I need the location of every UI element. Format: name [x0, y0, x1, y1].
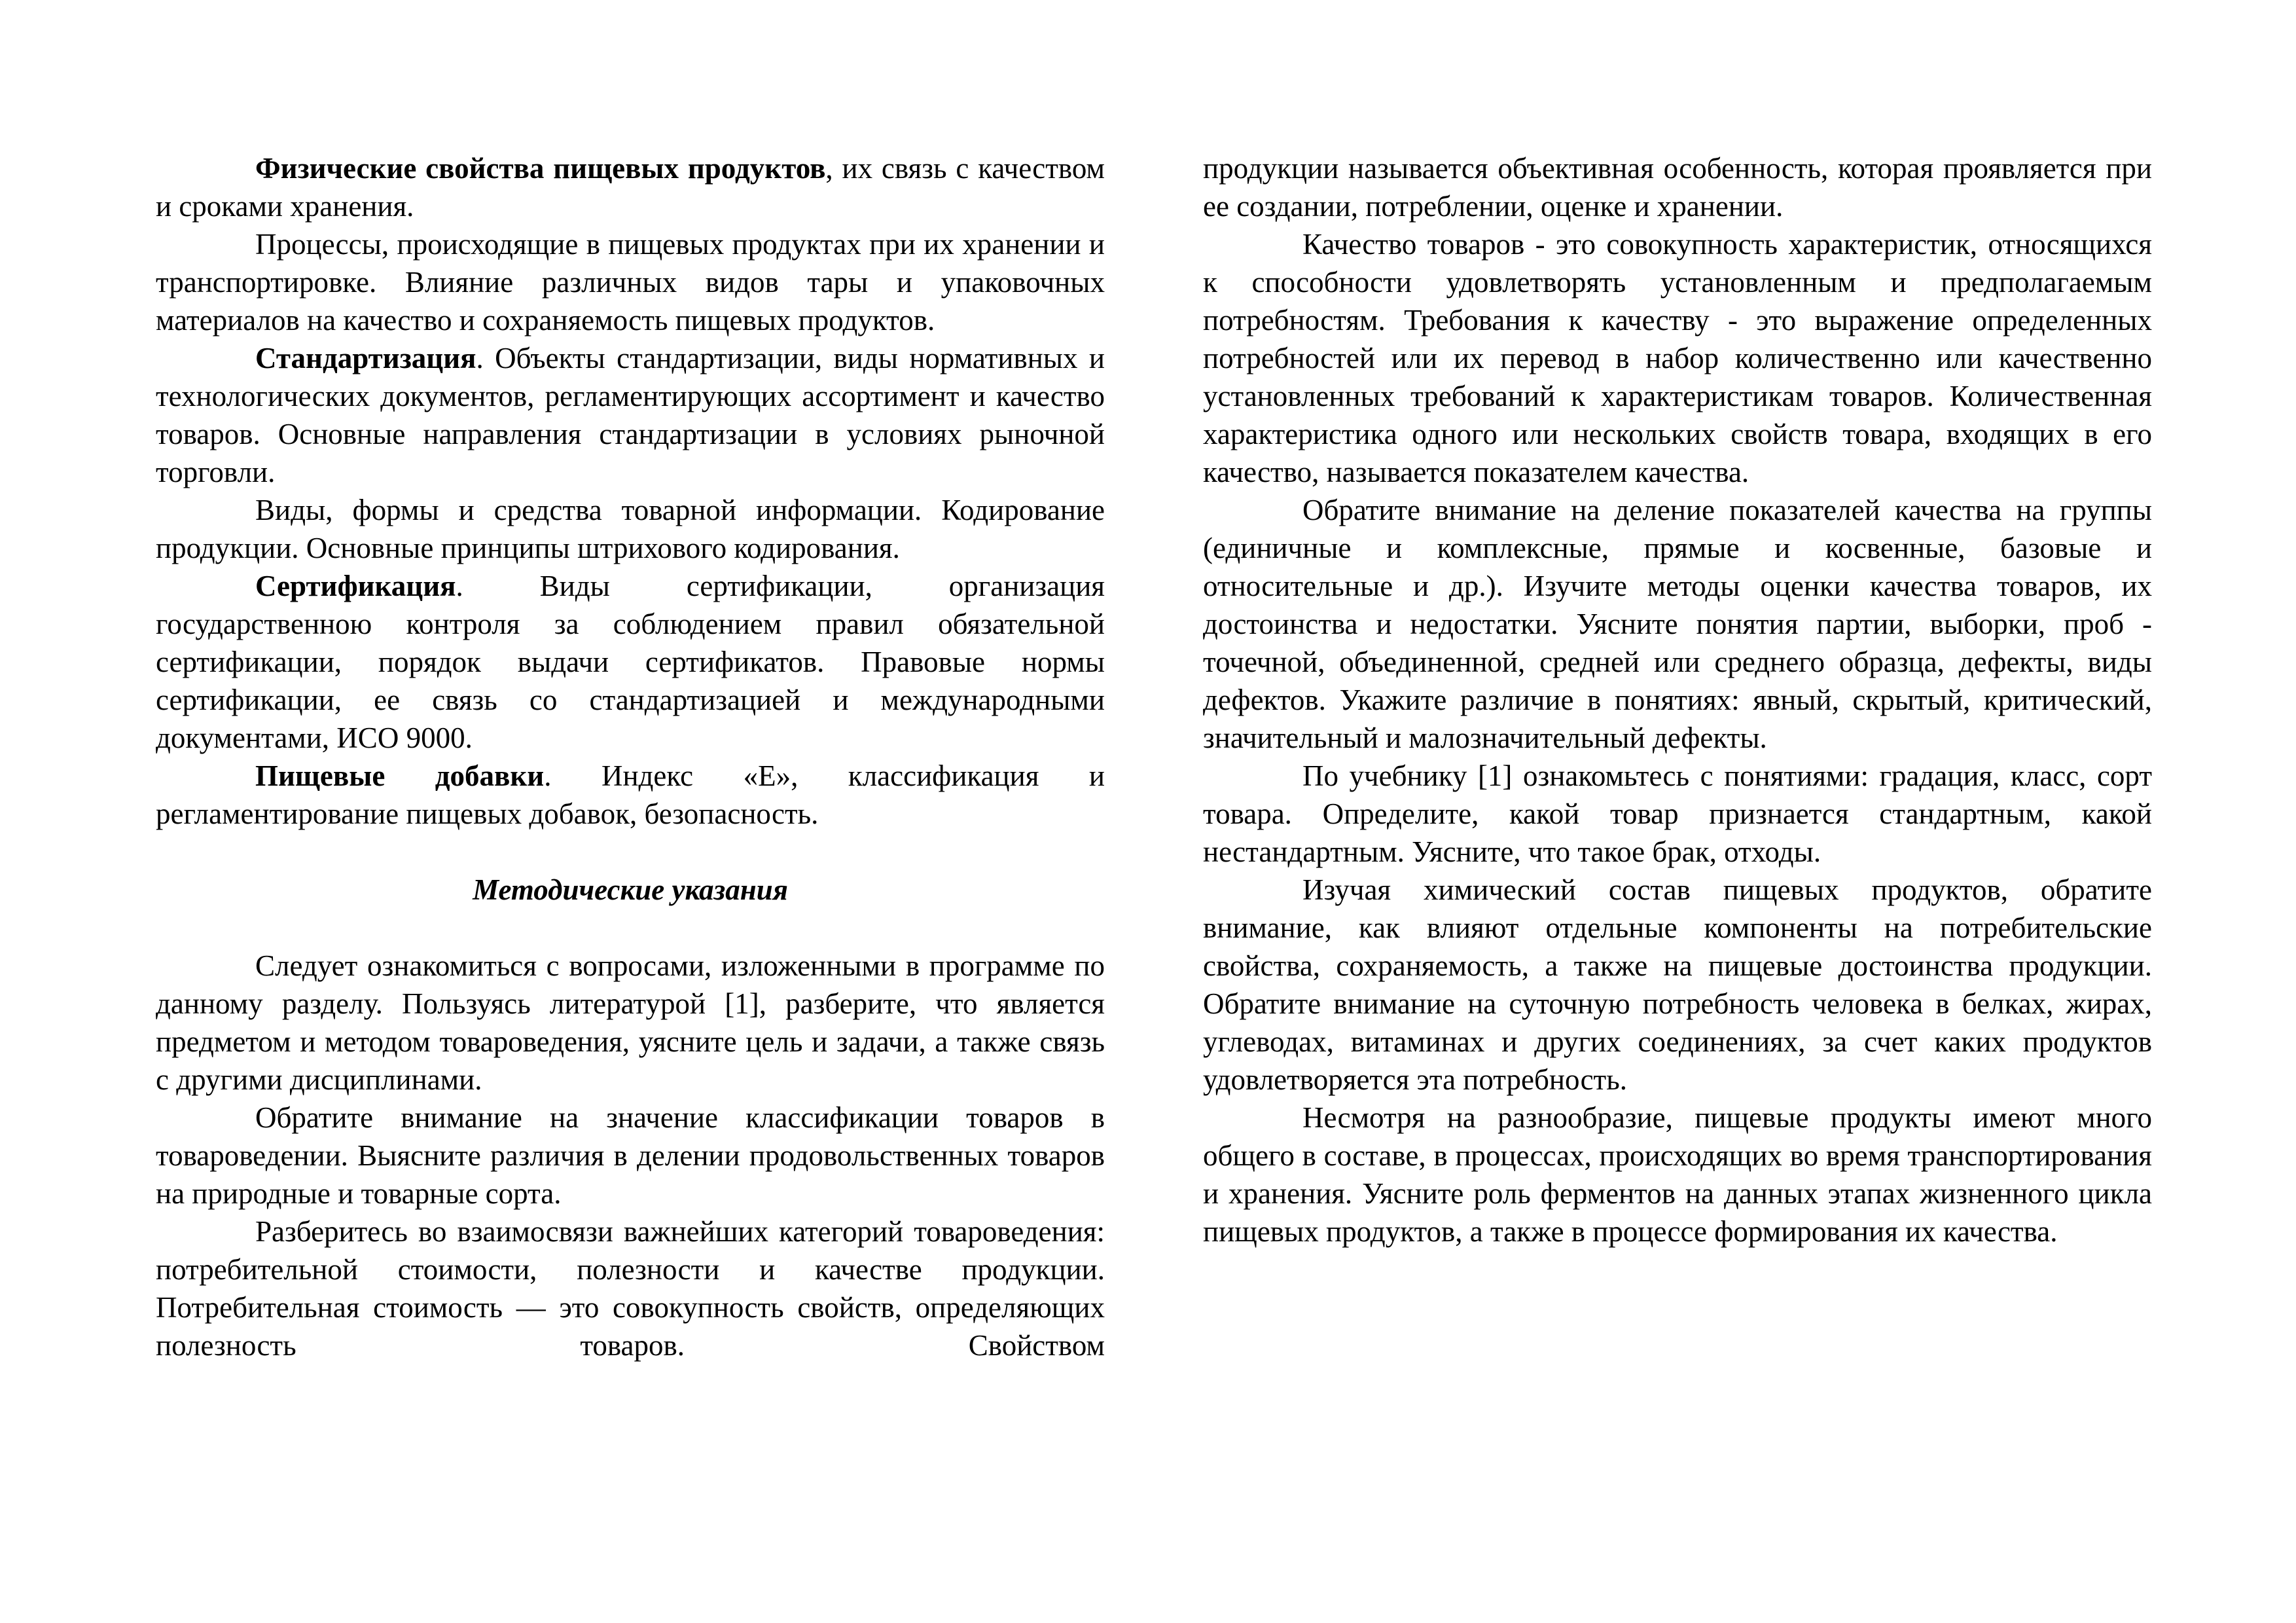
paragraph-product-information [156, 491, 1105, 567]
paragraph-certification [156, 567, 1105, 757]
paragraph-enzymes [1203, 1099, 2152, 1250]
paragraph-categories [156, 1213, 1105, 1364]
section-heading-methodical-guidelines: Методические указания [473, 873, 788, 906]
paragraph-text: По учебнику [1] ознакомьтесь с понятиями: градация, класс, сорт товара. Определите, какой товар признается стандартным, какой нестандартным. Уясните, что такое брак, отходы. [1203, 759, 2152, 868]
paragraph-classification [156, 1099, 1105, 1213]
paragraph-text: . Объекты стандартизации, виды нормативных и технологических документов, регламентирующих ассортимент и качество товаров. Основные направления стандартизации в условиях рыночной торговли. [156, 342, 1105, 488]
left-column [156, 149, 1105, 1364]
paragraph-text: Изучая химический состав пищевых продуктов, обратите внимание, как влияют отдельные компоненты на потребительские свойства, сохраняемость, а также на пищевые достоинства продукции. Обратите внимание на суточную потребность человека в белках, жирах, углеводах, витаминах и других соединениях, за счет каких продуктов удовлетворяется эта потребность. [1203, 873, 2152, 1096]
heading-standardization: Стандартизация [255, 342, 476, 374]
paragraph-text: Разберитесь во взаимосвязи важнейших категорий товароведения: потребительной стоимости, полезности и качестве продукции. Потребительная стоимость — это совокупность свойств, определяющих полезность товаров. Свойством [156, 1215, 1105, 1362]
paragraph-text: Процессы, происходящие в пищевых продуктах при их хранении и транспортировке. Влияние различных видов тары и упаковочных материалов на качество и сохраняемость пищевых продуктов. [156, 228, 1105, 337]
paragraph-text: . Индекс «Е», классификация и регламентирование пищевых добавок, безопасность. [156, 759, 1105, 830]
right-column [1203, 149, 2152, 1250]
paragraph-text: Виды, формы и средства товарной информации. Кодирование продукции. Основные принципы штрихового кодирования. [156, 494, 1105, 564]
paragraph-text: Следует ознакомиться с вопросами, изложенными в программе по данному разделу. Пользуясь литературой [1], разберите, что является предметом и методом товароведения, уясните цель и задачи, а также связь с другими дисциплинами. [156, 949, 1105, 1096]
paragraph-chemical-composition [1203, 871, 2152, 1099]
paragraph-text: Качество товаров - это совокупность характеристик, относящихся к способности удовлетворять установленным и предполагаемым потребностям. Требования к качеству - это выражение определенных потребностей или их перевод в набор количественно или качественно установленных требований к характеристикам товаров. Количественная характеристика одного или нескольких свойств товара, входящих в его качество, называется показателем качества. [1203, 228, 2152, 488]
paragraph-continuation [1203, 149, 2152, 225]
paragraph-storage-processes [156, 225, 1105, 339]
paragraph-text: Несмотря на разнообразие, пищевые продукты имеют много общего в составе, в процессах, происходящих во время транспортирования и хранения. Уясните роль ферментов на данных этапах жизненного цикла пищевых продуктов, а также в процессе формирования их качества. [1203, 1101, 2152, 1248]
paragraph-text: , их связь с качеством и сроками хранения. [156, 152, 1105, 223]
paragraph-text: Обратите внимание на деление показателей качества на группы (единичные и комплексные, прямые и косвенные, базовые и относительные и др.). Изучите методы оценки качества товаров, их достоинства и недостатки. Уясните понятия партии, выборки, проб - точечной, объединенной, средней или среднего образца, дефекты, виды дефектов. Укажите различие в понятиях: явный, скрытый, критический, значительный и малозначительный дефекты. [1203, 494, 2152, 754]
paragraph-intro-study [156, 947, 1105, 1099]
paragraph-standardization [156, 339, 1105, 491]
paragraph-text: . Виды сертификации, организация государственною контроля за соблюдением правил обязательной сертификации, порядок выдачи сертификатов. Правовые нормы сертификации, ее связь со стандартизацией и международными документами, ИСО 9000. [156, 570, 1105, 754]
paragraph-quality-indicators [1203, 491, 2152, 757]
heading-physical-properties: Физические свойства пищевых продуктов [255, 152, 826, 185]
paragraph-physical-properties [156, 149, 1105, 225]
paragraph-food-additives [156, 757, 1105, 833]
paragraph-text: Обратите внимание на значение классификации товаров в товароведении. Выясните различия в делении продовольственных товаров на природные и товарные сорта. [156, 1101, 1105, 1210]
paragraph-grades [1203, 757, 2152, 871]
heading-food-additives: Пищевые добавки [255, 759, 545, 792]
paragraph-quality-definition [1203, 225, 2152, 491]
paragraph-text: продукции называется объективная особенность, которая проявляется при ее создании, потреблении, оценке и хранении. [1203, 152, 2152, 223]
heading-certification: Сертификация [255, 570, 456, 602]
